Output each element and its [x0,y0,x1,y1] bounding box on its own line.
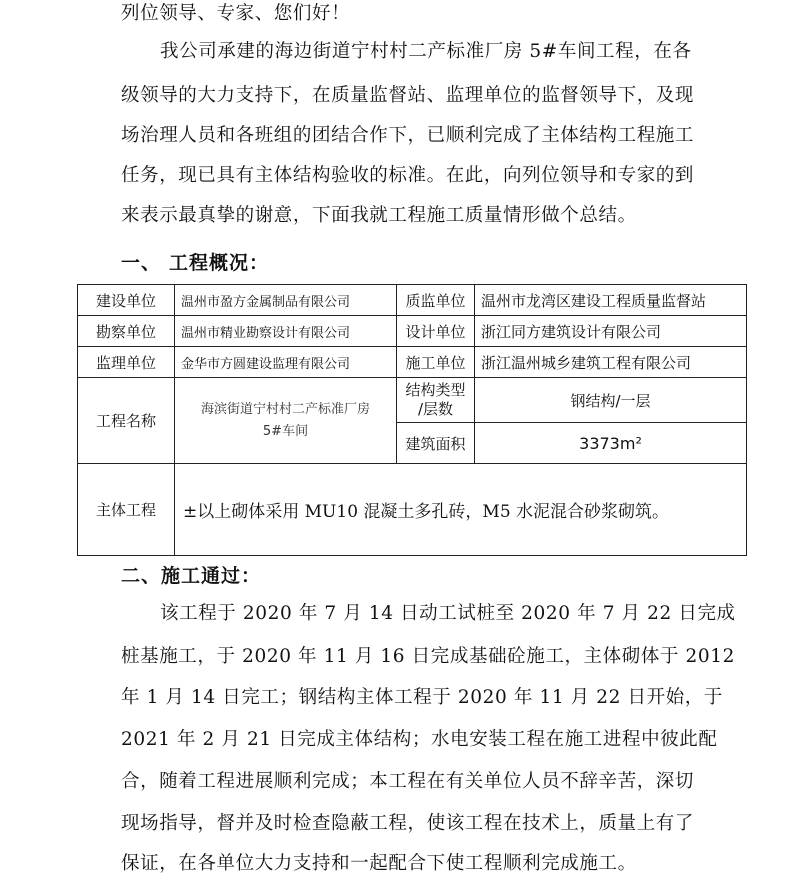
construction-line: 桩基施工，于 2020 年 11 月 16 日完成基础砼施工，主体砌体于 2012 [121,646,736,667]
table-row [78,464,747,556]
section-heading [121,248,269,275]
structure-type-label-line: /层数 [417,400,454,418]
table-row [78,378,747,423]
project-name-value [175,378,397,464]
table-value-cell: 金华市方圆建设监理有限公司 [175,347,397,378]
intro-line: 我公司承建的海边街道宁村村二产标准厂房 5#车间工程，在各 [160,41,692,62]
intro-line: 任务，现已具有主体结构验收的标准。在此，向列位领导和专家的到 [121,165,695,186]
construction-line: 2021 年 2 月 21 日完成主体结构；水电安装工程在施工进程中彼此配 [121,729,718,750]
table-row [78,316,747,347]
section-number: 一、 [121,252,162,274]
structure-type-value: 钢结构/一层 [475,378,747,423]
project-name-line: 海滨街道宁村村二产标准厂房 [200,401,370,417]
intro-line: 列位领导、专家、您们好！ [121,3,351,24]
project-info-table [77,284,747,556]
main-project-label: 主体工程 [78,464,175,556]
table-label-cell: 建设单位 [78,285,175,316]
structure-type-label [397,378,475,423]
project-name-label: 工程名称 [78,378,175,464]
construction-line: 合，随着工程进展顺利完成；本工程在有关单位人员不辞辛苦，深切 [121,771,695,792]
table-value-cell: 温州市盈方金属制品有限公司 [175,285,397,316]
table-row [78,285,747,316]
table-label-cell: 施工单位 [397,347,475,378]
construction-line: 现场指导，督并及时检查隐蔽工程，使该工程在技术上，质量上有了 [121,813,695,834]
table-value-cell: 浙江同方建筑设计有限公司 [475,316,747,347]
intro-line: 场治理人员和各班组的团结合作下，已顺利完成了主体结构工程施工 [121,125,695,146]
construction-line: 该工程于 2020 年 7 月 14 日动工试桩至 2020 年 7 月 22 日完成 [160,603,736,624]
table-value-cell: 温州市精业勘察设计有限公司 [175,316,397,347]
table-label-cell: 监理单位 [78,347,175,378]
building-area-label: 建筑面积 [397,423,475,464]
table-value-cell: 温州市龙湾区建设工程质量监督站 [475,285,747,316]
structure-type-label-line: 结构类型 [405,381,466,399]
table-row [78,347,747,378]
table-label-cell: 质监单位 [397,285,475,316]
intro-line: 级领导的大力支持下，在质量监督站、监理单位的监督领导下，及现 [121,85,695,106]
construction-line: 保证，在各单位大力支持和一起配合下使工程顺利完成施工。 [121,853,637,874]
section-title: 工程概况： [169,252,270,274]
main-project-value: ±以上砌体采用 MU10 混凝土多孔砖，M5 水泥混合砂浆砌筑。 [175,464,747,556]
section-heading: 二、施工通过： [121,565,262,587]
table-label-cell: 勘察单位 [78,316,175,347]
table-label-cell: 设计单位 [397,316,475,347]
building-area-value: 3373m² [475,423,747,464]
construction-line: 年 1 月 14 日完工；钢结构主体工程于 2020 年 11 月 22 日开始，于 [121,687,723,708]
project-name-line: 5#车间 [262,423,309,439]
intro-line: 来表示最真挚的谢意，下面我就工程施工质量情形做个总结。 [121,205,637,226]
table-value-cell: 浙江温州城乡建筑工程有限公司 [475,347,747,378]
